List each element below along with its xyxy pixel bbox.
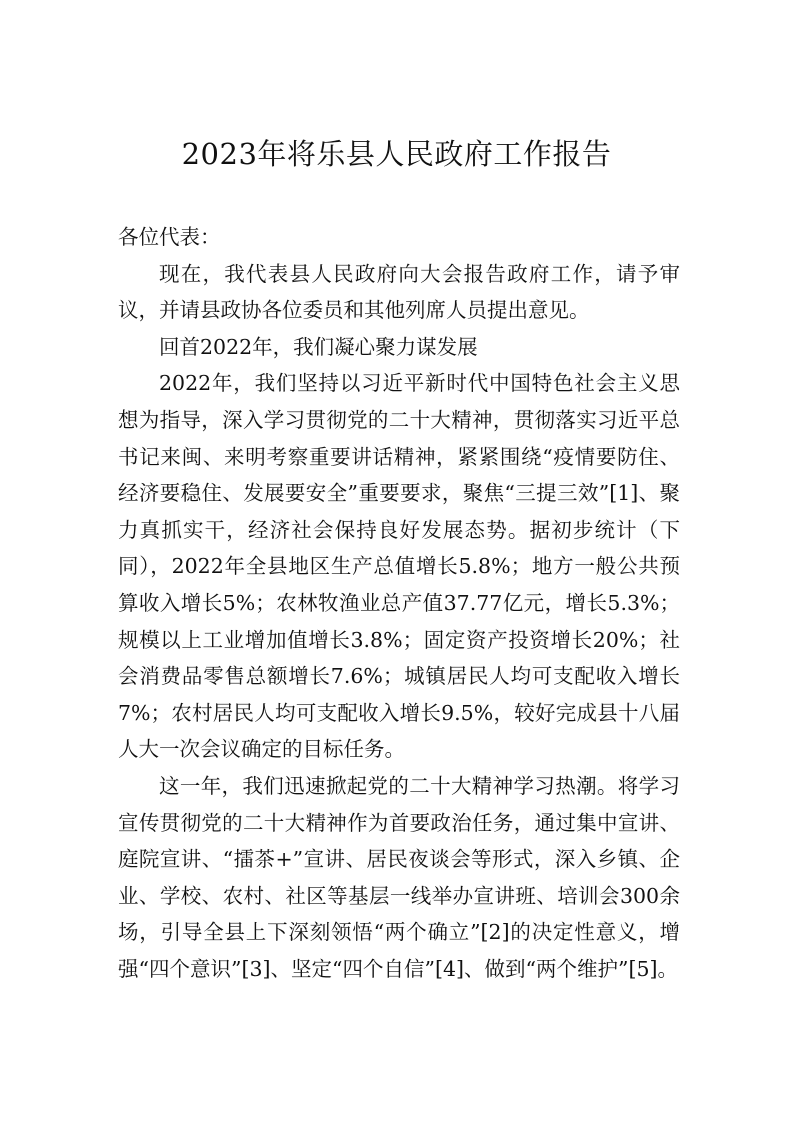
document-body	[118, 219, 680, 987]
salutation-paragraph: 各位代表：	[118, 225, 221, 249]
section-heading-paragraph: 回首2022年，我们凝心聚力谋发展	[159, 334, 478, 359]
body-paragraph: 这一年，我们迅速掀起党的二十大精神学习热潮。将学习宣传贯彻党的二十大精神作为首要政治任务，通过集中宣讲、庭院宣讲、“擂茶+”宣讲、居民夜谈会等形式，深入乡镇、企业、学校、农村、社区等基层一线举办宣讲班、培训会300余场，引导全县上下深刻领悟“两个确立”[2]的决定性意义，增强“四个意识”[3]、坚定“四个自信”[4]、做到“两个维护”[5]。	[118, 773, 680, 981]
body-paragraph: 2022年，我们坚持以习近平新时代中国特色社会主义思想为指导，深入学习贯彻党的二十大精神，贯彻落实习近平总书记来闽、来明考察重要讲话精神，紧紧围绕“疫情要防住、经济要稳住、发展要安全”重要要求，聚焦“三提三效”[1]、聚力真抓实干，经济社会保持良好发展态势。据初步统计（下同），2022年全县地区生产总值增长5.8%；地方一般公共预算收入增长5%；农林牧渔业总产值37.77亿元，增长5.3%；规模以上工业增加值增长3.8%；固定资产投资增长20%；社会消费品零售总额增长7.6%；城镇居民人均可支配收入增长7%；农村居民人均可支配收入增长9.5%，较好完成县十八届人大一次会议确定的目标任务。	[118, 371, 680, 762]
document-title: 2023年将乐县人民政府工作报告	[181, 137, 612, 171]
body-paragraph: 现在，我代表县人民政府向大会报告政府工作，请予审议，并请县政协各位委员和其他列席人员提出意见。	[118, 261, 680, 323]
